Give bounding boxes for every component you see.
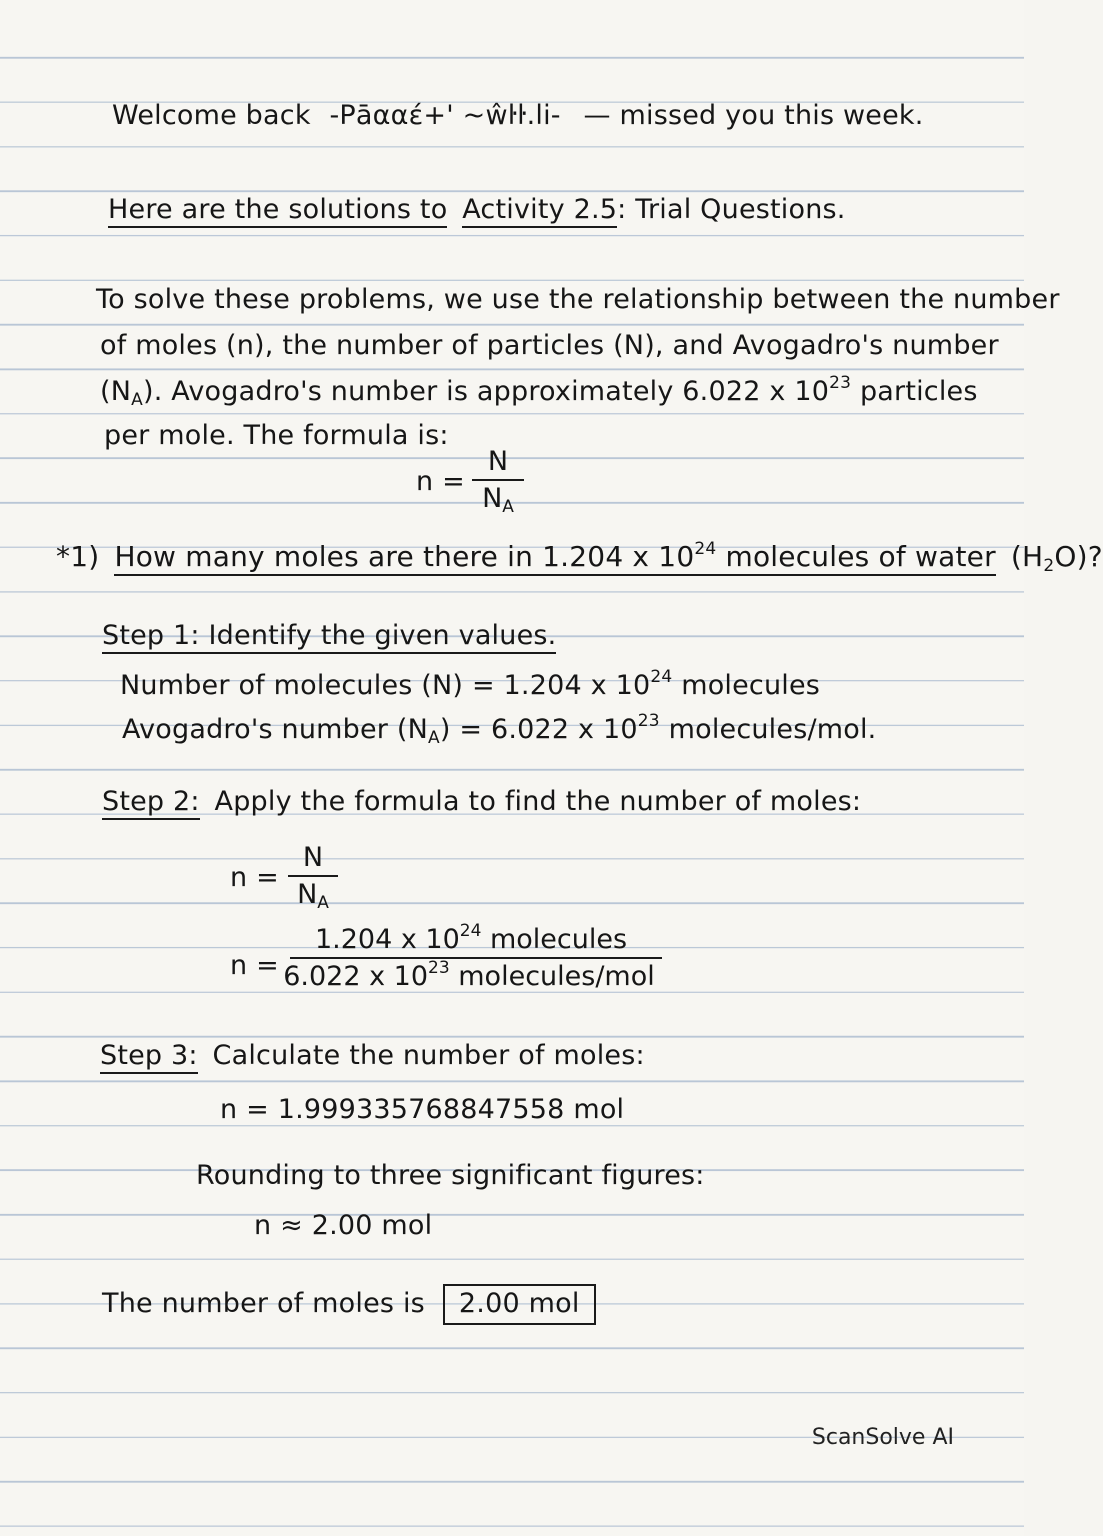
step1-title [102,620,556,651]
step3-text: Calculate the number of moles: [212,1040,645,1071]
question-marker: *1) [56,540,100,573]
greeting-line [112,100,924,131]
greeting-part1: Welcome back [112,100,311,131]
step2-formula2-denominator: 6.022 x $10^{23}$ molecules/mol [283,958,655,992]
step2-formula2-numerator: 1.204 x $10^{24}$ molecules [314,921,628,955]
signature: ScanSolve AI [811,1425,954,1450]
step3-title: Step 3: [100,1040,198,1074]
question-formula: $(H_2O)$? [1010,540,1103,576]
step2-formula1-numerator: N [302,842,324,873]
formula-lhs: n = [416,466,465,497]
intro-line-2: of moles (n), the number of particles (N), and Avogadro's number [100,330,999,361]
answer-text: The number of moles is [102,1288,425,1319]
intro-line-4: per mole. The formula is: [104,420,449,451]
intro-line-3-exp: 23 [829,373,852,393]
step3-approx: n ≈ 2.00 mol [254,1210,433,1241]
intro-line-1: To solve these problems, we use the relationship between the number [96,284,1060,315]
step2-formula1-fraction [288,842,338,913]
formula-numerator: N [487,446,509,477]
intro-line-3-post: particles [851,376,978,407]
intro-line-3-sub: A [131,390,143,410]
step2-line [102,786,861,817]
step2-text: Apply the formula to find the number of moles: [214,786,862,817]
heading-line [108,194,846,225]
question-line [56,539,1103,576]
question-text: How many moles are there in 1.204 x $10^{24}$ molecules of water [114,540,995,576]
step1-title-text: Step 1: Identify the given values. [102,620,556,654]
greeting-part2: — missed you this week. [583,100,924,131]
greeting-name: -Pāααέ+' ~ŵŀŀ.li- [329,100,561,131]
intro-line-3-pre: (N [100,376,132,407]
answer-line [102,1288,596,1319]
heading-prefix: Here are the solutions to [108,194,447,228]
intro-line-3-mid: ). Avogadro's number is approximately 6.022 x 10 [142,376,830,407]
step3-line [100,1040,645,1071]
step3-result: n = 1.999335768847558 mol [220,1094,625,1125]
step1-line-2: Avogadro's number $(N_A) = 6.022$ x $10^{23}$ molecules/mol. [122,711,877,748]
step2-title: Step 2: [102,786,200,820]
step2-formula2-fraction [283,921,662,992]
step2-formula1-denominator: $N_A$ [297,879,329,913]
intro-line-3 [100,373,978,410]
heading-activity: Activity 2.5 [462,194,617,228]
step2-formula1-bar [288,875,338,877]
step3-rounding: Rounding to three significant figures: [196,1160,705,1191]
heading-suffix: : Trial Questions. [617,194,846,225]
formula-bar [472,479,524,481]
step2-formula2-lhs: n = [230,950,279,981]
answer-box: 2.00 mol [443,1284,596,1325]
step2-formula2-bar [290,957,662,959]
formula-denominator: $N_A$ [482,483,514,517]
step2-formula1-lhs: n = [230,862,279,893]
formula-fraction [472,446,524,517]
step1-line-1: Number of molecules (N) = 1.204 x $10^{24}$ molecules [120,667,821,701]
